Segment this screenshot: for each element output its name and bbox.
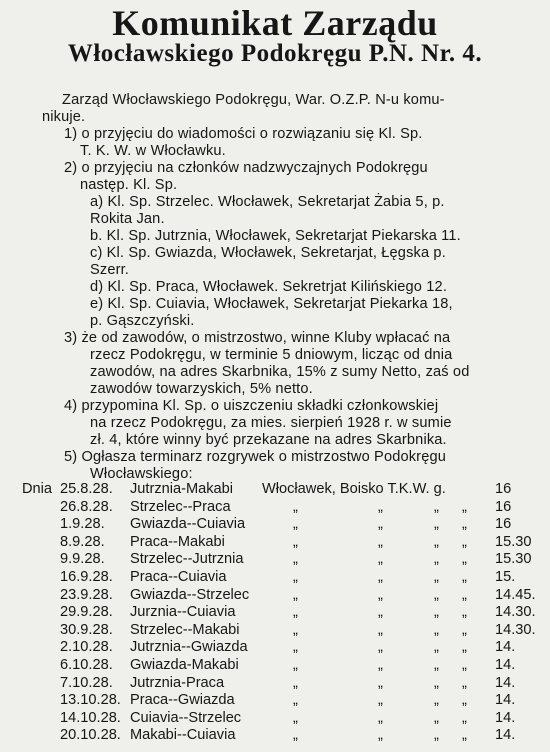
schedule-date: 26.8.28. [60, 498, 113, 515]
ditto-mark: „ [378, 533, 383, 550]
schedule-hour: 16 [495, 516, 512, 533]
ditto-mark: „ [293, 621, 298, 638]
ditto-mark: „ [434, 639, 439, 656]
body-line: zawodów towarzyskich, 5% netto. [90, 381, 313, 397]
body-line: p. Gąszczyński. [90, 313, 195, 329]
ditto-mark: „ [293, 674, 298, 691]
schedule-row [0, 534, 550, 551]
schedule-hour: 14.45. [495, 586, 536, 603]
ditto-mark: „ [462, 498, 467, 515]
schedule-match: Praca--Cuiavia [130, 569, 227, 585]
ditto-mark: „ [434, 692, 439, 709]
schedule-hour: 14.30. [495, 604, 536, 621]
body-line: nikuje. [42, 109, 86, 125]
schedule-match: Praca--Makabi [130, 533, 225, 550]
schedule-row [0, 675, 550, 692]
schedule-row [0, 587, 550, 604]
schedule-row [0, 622, 550, 639]
schedule-hour: 14. [495, 657, 516, 673]
ditto-mark: „ [378, 569, 383, 585]
schedule-row [0, 727, 550, 744]
ditto-mark: „ [378, 516, 383, 533]
ditto-mark: „ [462, 692, 467, 709]
ditto-mark: „ [434, 657, 439, 673]
schedule-match: Jutrznia-Makabi [130, 481, 234, 497]
schedule-date: 14.10.28. [60, 709, 121, 726]
ditto-mark: „ [378, 692, 383, 709]
schedule-date: 20.10.28. [60, 727, 121, 744]
schedule-row [0, 569, 550, 586]
body-line: 1) o przyjęciu do wiadomości o rozwiązaniu się Kl. Sp. [64, 126, 423, 142]
schedule-date: 1.9.28. [60, 516, 105, 533]
schedule-hour: 15.30 [495, 533, 532, 550]
schedule-row [0, 516, 550, 533]
schedule-match: Strzelec--Praca [130, 498, 231, 515]
ditto-mark: „ [293, 639, 298, 656]
body-line: 3) że od zawodów, o mistrzostwo, winne Kluby wpłacać na [64, 330, 451, 346]
ditto-mark: „ [462, 674, 467, 691]
ditto-mark: „ [462, 621, 467, 638]
schedule-hour: 16 [495, 498, 512, 515]
ditto-mark: „ [434, 516, 439, 533]
body-line: Włocławskiego: [90, 466, 193, 482]
schedule-row [0, 604, 550, 621]
schedule-venue: Włocławek, Boisko T.K.W. g. [262, 481, 446, 497]
ditto-mark: „ [434, 727, 439, 744]
ditto-mark: „ [434, 586, 439, 603]
ditto-mark: „ [293, 498, 298, 515]
ditto-mark: „ [293, 533, 298, 550]
schedule-hour: 15.30 [495, 551, 532, 568]
schedule-match: Makabi--Cuiavia [130, 727, 236, 744]
schedule-row [0, 710, 550, 727]
schedule-date: 8.9.28. [60, 533, 105, 550]
schedule-row [0, 639, 550, 656]
ditto-mark: „ [378, 727, 383, 744]
ditto-mark: „ [293, 709, 298, 726]
body-line: b. Kl. Sp. Jutrznia, Włocławek, Sekretarjat Piekarska 11. [90, 228, 461, 244]
body-line: 4) przypomina Kl. Sp. o uiszczeniu składki członkowskiej [64, 398, 439, 414]
schedule-row [0, 481, 550, 498]
schedule-date: 16.9.28. [60, 569, 113, 585]
ditto-mark: „ [378, 604, 383, 621]
schedule-match: Gwiazda--Strzelec [130, 586, 250, 603]
ditto-mark: „ [434, 551, 439, 568]
ditto-mark: „ [462, 533, 467, 550]
schedule-hour: 16 [495, 481, 512, 497]
ditto-mark: „ [293, 586, 298, 603]
schedule-match: Cuiavia--Strzelec [130, 709, 242, 726]
body-line: zł. 4, które winny być przekazane na adres Skarbnika. [90, 432, 447, 448]
ditto-mark: „ [434, 604, 439, 621]
body-line: 5) Ogłasza terminarz rozgrywek o mistrzostwo Podokręgu [64, 449, 446, 465]
schedule-match: Jutrznia-Praca [130, 674, 225, 691]
schedule-match: Praca--Gwiazda [130, 692, 235, 709]
schedule-row [0, 499, 550, 516]
schedule-row [0, 657, 550, 674]
ditto-mark: „ [293, 551, 298, 568]
ditto-mark: „ [462, 604, 467, 621]
ditto-mark: „ [462, 639, 467, 656]
body-line: na rzecz Podokręgu, za mies. sierpień 1928 r. w sumie [90, 415, 452, 431]
schedule-date: 29.9.28. [60, 604, 113, 621]
schedule-match: Strzelec--Makabi [130, 621, 240, 638]
body-line: T. K. W. w Włocławku. [80, 143, 226, 159]
body-line: a) Kl. Sp. Strzelec. Włocławek, Sekretarjat Żabia 5, p. [90, 194, 445, 210]
schedule-match: Gwiazda-Makabi [130, 657, 239, 673]
ditto-mark: „ [378, 586, 383, 603]
schedule-date: 25.8.28. [60, 481, 113, 497]
schedule-hour: 14. [495, 727, 516, 744]
ditto-mark: „ [293, 604, 298, 621]
ditto-mark: „ [293, 657, 298, 673]
schedule-date: 9.9.28. [60, 551, 105, 568]
ditto-mark: „ [434, 498, 439, 515]
schedule-date: 30.9.28. [60, 621, 113, 638]
ditto-mark: „ [378, 639, 383, 656]
announcement-title: Komunikat Zarządu [112, 3, 438, 43]
ditto-mark: „ [462, 551, 467, 568]
ditto-mark: „ [293, 516, 298, 533]
ditto-mark: „ [434, 533, 439, 550]
body-line: Szerr. [90, 262, 130, 278]
body-line: następ. Kl. Sp. [80, 177, 178, 193]
body-line: zawodów, na adres Skarbnika, 15% z sumy Netto, zaś od [90, 364, 470, 380]
ditto-mark: „ [434, 674, 439, 691]
schedule-hour: 14. [495, 709, 516, 726]
body-line: e) Kl. Sp. Cuiavia, Włocławek, Sekretarjat Piekarka 18, [90, 296, 453, 312]
ditto-mark: „ [378, 657, 383, 673]
schedule-date: 13.10.28. [60, 692, 121, 709]
schedule-hour: 14. [495, 674, 516, 691]
ditto-mark: „ [434, 569, 439, 585]
schedule-match: Jutrznia--Gwiazda [130, 639, 248, 656]
schedule-row [0, 692, 550, 709]
body-line: d) Kl. Sp. Praca, Włocławek. Sekretrjat Kilińskiego 12. [90, 279, 448, 295]
schedule-hour: 15. [495, 569, 516, 585]
ditto-mark: „ [462, 569, 467, 585]
ditto-mark: „ [434, 709, 439, 726]
body-line: Rokita Jan. [90, 211, 165, 227]
schedule-date: 7.10.28. [60, 674, 113, 691]
ditto-mark: „ [293, 692, 298, 709]
ditto-mark: „ [378, 674, 383, 691]
schedule-match: Gwiazda--Cuiavia [130, 516, 246, 533]
ditto-mark: „ [378, 621, 383, 638]
schedule-date: 23.9.28. [60, 586, 113, 603]
body-line: rzecz Podokręgu, w terminie 5 dniowym, licząc od dnia [90, 347, 453, 363]
schedule-date: 2.10.28. [60, 639, 113, 656]
ditto-mark: „ [462, 657, 467, 673]
ditto-mark: „ [378, 551, 383, 568]
ditto-mark: „ [462, 516, 467, 533]
body-line: c) Kl. Sp. Gwiazda, Włocławek, Sekretarjat, Łęgska p. [90, 245, 446, 261]
ditto-mark: „ [434, 621, 439, 638]
body-line: 2) o przyjęciu na członków nadzwyczajnych Podokręgu [64, 160, 428, 176]
ditto-mark: „ [462, 727, 467, 744]
ditto-mark: „ [293, 727, 298, 744]
schedule-date: 6.10.28. [60, 657, 113, 673]
announcement-subtitle: Włocławskiego Podokręgu P.N. Nr. 4. [67, 40, 483, 67]
schedule-match: Strzelec--Jutrznia [130, 551, 244, 568]
body-line: Zarząd Włocławskiego Podokręgu, War. O.Z.P. N-u komu- [62, 92, 445, 108]
schedule-row [0, 551, 550, 568]
schedule-hour: 14. [495, 692, 516, 709]
ditto-mark: „ [462, 709, 467, 726]
ditto-mark: „ [378, 709, 383, 726]
schedule-prefix: Dnia [22, 481, 53, 497]
schedule-hour: 14.30. [495, 621, 536, 638]
schedule-hour: 14. [495, 639, 516, 656]
ditto-mark: „ [293, 569, 298, 585]
ditto-mark: „ [378, 498, 383, 515]
schedule-match: Jurznia--Cuiavia [130, 604, 236, 621]
ditto-mark: „ [462, 586, 467, 603]
